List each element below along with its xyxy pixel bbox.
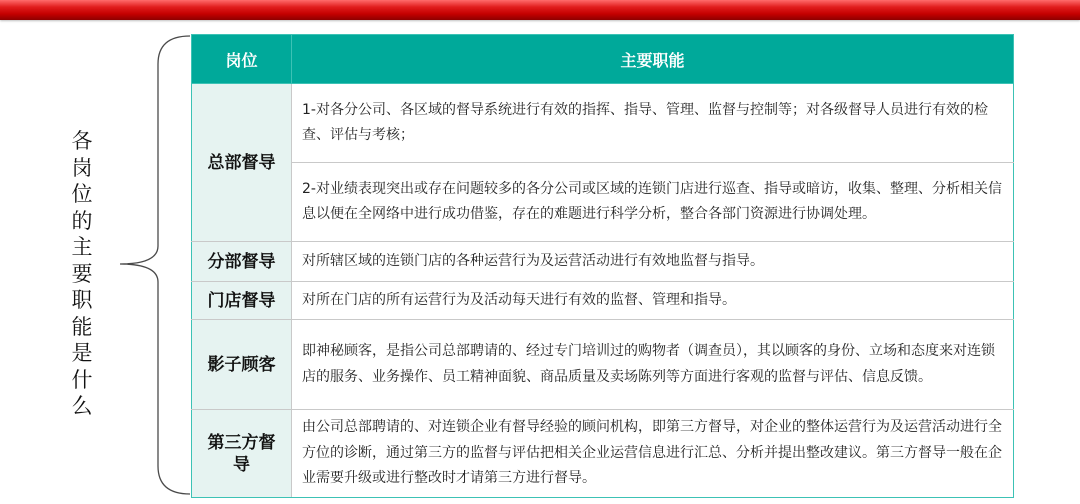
header-role: 岗位: [192, 35, 292, 84]
table-row: [192, 320, 1014, 410]
table-header-row: [192, 35, 1014, 84]
duty-cell: 由公司总部聘请的、对连锁企业有督导经验的顾问机构，即第三方督导，对企业的整体运营行为及运营活动进行全方位的诊断，通过第三方的监督与评估把相关企业运营信息进行汇总、分析并提出整改建议。第三方督导一般在企业需要升级或进行整改时才请第三方进行督导。: [292, 410, 1014, 498]
top-red-band: [0, 0, 1080, 20]
table-row: [192, 410, 1014, 498]
duty-cell: 2-对业绩表现突出或存在问题较多的各分公司或区域的连锁门店进行巡查、指导或暗访，收集、整理、分析相关信息以便在全网络中进行成功借鉴，存在的难题进行科学分析，整合各部门资源进行协调处理。: [292, 163, 1014, 242]
table-row: [192, 163, 1014, 242]
table-row: [192, 282, 1014, 320]
curly-brace: [118, 34, 193, 496]
role-cell: 分部督导: [192, 242, 292, 282]
duties-table: [191, 34, 1014, 498]
role-cell: 门店督导: [192, 282, 292, 320]
table-row: [192, 84, 1014, 163]
role-cell: 第三方督导: [192, 410, 292, 498]
duty-cell: 对所在门店的所有运营行为及活动每天进行有效的监督、管理和指导。: [292, 282, 1014, 320]
duty-cell: 1-对各分公司、各区域的督导系统进行有效的指挥、指导、管理、监督与控制等；对各级督导人员进行有效的检查、评估与考核；: [292, 84, 1014, 163]
duty-cell: 对所辖区域的连锁门店的各种运营行为及运营活动进行有效地监督与指导。: [292, 242, 1014, 282]
side-title: 各 岗 位 的 主 要 职 能 是 什 么: [71, 129, 93, 418]
table-row: [192, 242, 1014, 282]
role-cell: 影子顾客: [192, 320, 292, 410]
role-cell: 总部督导: [192, 84, 292, 242]
duty-cell: 即神秘顾客，是指公司总部聘请的、经过专门培训过的购物者（调查员），其以顾客的身份、立场和态度来对连锁店的服务、业务操作、员工精神面貌、商品质量及卖场陈列等方面进行客观的监督与评估、信息反馈。: [292, 320, 1014, 410]
header-duty: 主要职能: [292, 35, 1014, 84]
